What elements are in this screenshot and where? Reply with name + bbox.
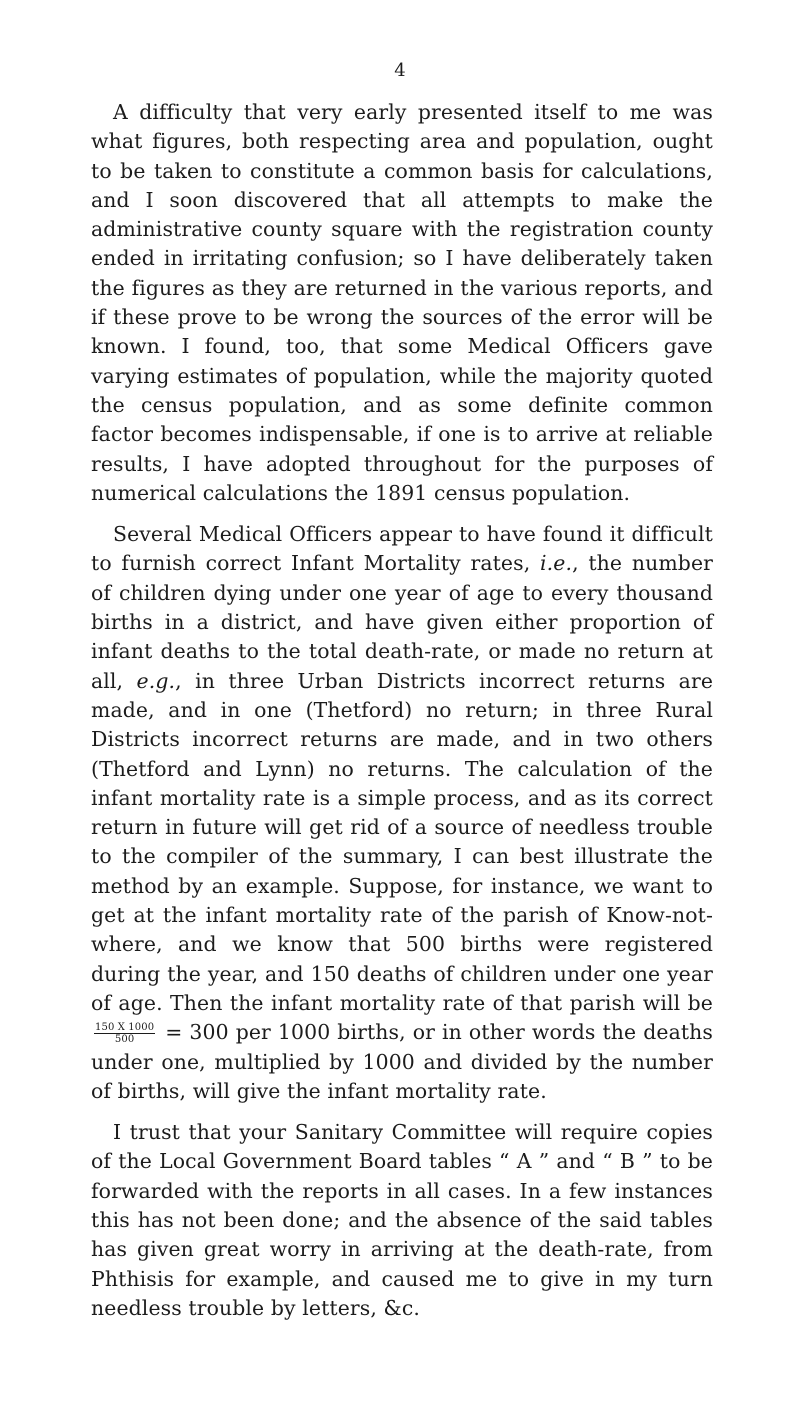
paragraph-infant-mortality xyxy=(91,520,713,1106)
infant-mortality-text-3: , in three Urban Districts incorrect returns are made, and in one (Thetford) no return; in three Rural Districts incorrect returns are made, and in two others (Thetford and Lynn) no returns. The calculation of the infant mortality rate is a simple process, and as its correct return in future will get rid of a source of needless trouble to the compiler of the summary, I can best illustrate the method by an example. Suppose, for instance, we want to get at the infant mortality rate of the parish of Know-not-where, and we know that 500 births were registered during the year, and 150 deaths of children under one year of age. Then the infant mortality rate of that parish will be xyxy=(91,668,714,1015)
fraction-numerator: 150 X 1000 xyxy=(95,1022,155,1034)
abbreviation-ie: i.e. xyxy=(540,551,573,576)
infant-mortality-text-2: , the number of children dying under one year of age to every thousand births in a district, and have given either proportion of infant deaths to the total death-rate, or made no return at all, xyxy=(91,551,714,693)
body-text xyxy=(91,98,713,1323)
abbreviation-eg: e.g. xyxy=(136,668,176,693)
paragraph-population-figures: A difficulty that very early presented itself to me was what figures, both respecting area and population, ought to be taken to constitute a common basis for calculations, and I soon discovered that all attempts to make the administrative county square with the registration county ended in irritating confusion; so I have deliberately taken the figures as they are returned in the various reports, and if these prove to be wrong the sources of the error will be known. I found, too, that some Medical Officers gave varying estimates of population, while the majority quoted the census population, and as some definite common factor becomes indispensable, if one is to arrive at reliable results, I have adopted throughout for the purposes of numerical calculations the 1891 census population. xyxy=(91,100,713,505)
page-number: 4 xyxy=(394,60,406,81)
paragraph-sanitary-committee: I trust that your Sanitary Committee will require copies of the Local Government Board tables “ A ” and “ B ” to be forwarded with the reports in all cases. In a few instances this has not been done; and the absence of the said tables has given great worry in arriving at the death-rate, from Phthisis for example, and caused me to give in my turn needless trouble by letters, &c. xyxy=(91,1120,713,1320)
fraction-denominator: 500 xyxy=(114,1034,135,1046)
infant-mortality-fraction xyxy=(94,1022,155,1045)
infant-mortality-text-4: = 300 per 1000 births, or in other words the deaths under one, multiplied by 1000 and divided by the number of births, will give the infant mortality rate. xyxy=(91,1020,713,1103)
infant-mortality-text-1: Several Medical Officers appear to have found it difficult to furnish correct Infant Mortality rates, xyxy=(91,522,713,576)
